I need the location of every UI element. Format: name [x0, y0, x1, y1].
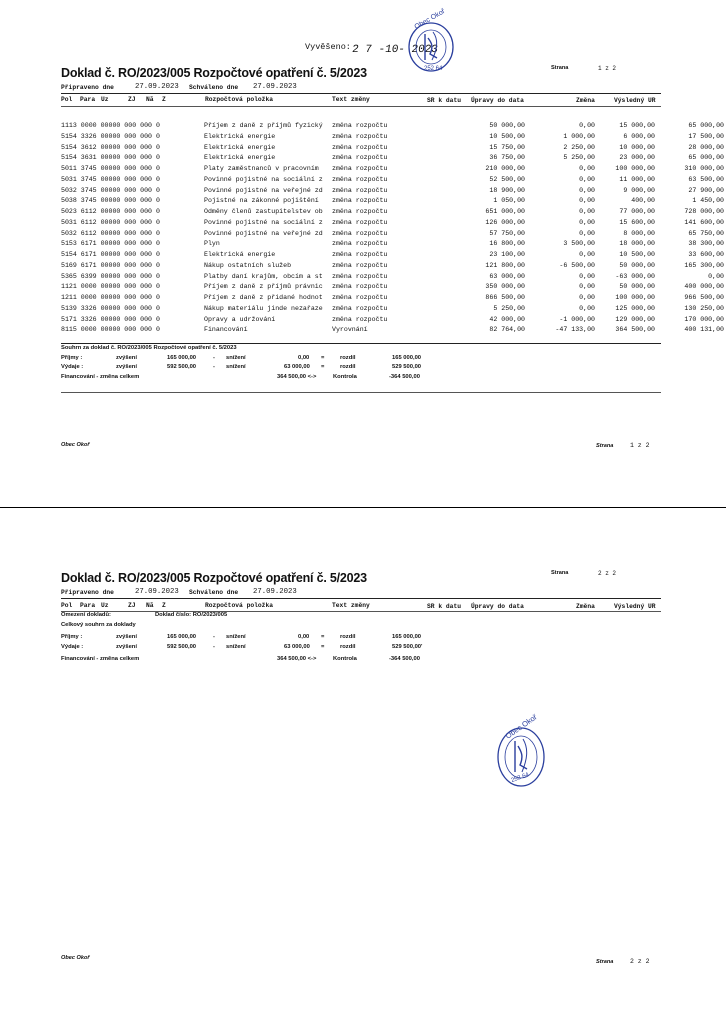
- vydaje-down-label: snížení: [226, 364, 246, 370]
- celkovy-souhrn: Celkový souhrn za doklady: [61, 622, 136, 628]
- row-sr: 5 250,00: [493, 304, 525, 312]
- row-vysledny: 38 300,00: [688, 240, 724, 248]
- row-sr: 121 800,00: [485, 261, 525, 269]
- row-sr: 10 500,00: [489, 132, 525, 140]
- row-code: 5154 3631 00000 000 000 0: [61, 154, 160, 162]
- footer2-page-number: 2 z 2: [630, 958, 650, 965]
- row-vysledny: 1 450,00: [692, 197, 724, 205]
- p2-vydaje-down-label: snížení: [226, 644, 246, 650]
- p2-vydaje-dash: -: [213, 644, 215, 650]
- col-na: Nã: [146, 96, 154, 103]
- row-item: Povinné pojistné na veřejné zd: [204, 186, 323, 194]
- p2-rozdil-2: 529 500,00': [392, 644, 423, 650]
- row-item: Elektrická energie: [204, 154, 276, 162]
- row-vysledny: 28 000,00: [688, 143, 724, 151]
- summary-heading: Souhrn za doklad č. RO/2023/005 Rozpočtové opatření č. 5/2023: [61, 345, 237, 351]
- footer-page-label: Strana: [596, 443, 614, 449]
- table-row: [61, 218, 724, 229]
- p2-equals-2: =: [321, 644, 325, 650]
- row-sr: 126 000,00: [485, 218, 525, 226]
- row-upravy: 0,00: [579, 218, 595, 226]
- posted-label: Vyvěšeno:: [305, 42, 351, 52]
- row-sr: 52 500,00: [489, 175, 525, 183]
- posted-date: 2 7 -10- 2023: [351, 44, 439, 56]
- vydaje-kind: zvýšení: [116, 364, 137, 370]
- omezeni-value: Doklad číslo: RO/2023/005: [155, 612, 228, 618]
- p2-col-vysledny: Výsledný UR: [614, 603, 656, 610]
- footer-org: Obec Okoř: [61, 442, 90, 448]
- row-text: Vyrovnání: [332, 326, 368, 334]
- equals-2: =: [321, 364, 325, 370]
- row-vysledny: 65 000,00: [688, 122, 724, 129]
- p2-col-sr: SR k datu: [427, 603, 462, 610]
- prepared-label: Připraveno dne: [61, 84, 114, 91]
- row-zmena: 11 000,00: [619, 175, 655, 183]
- stamp2-top-text: Obec Okoř: [503, 712, 539, 741]
- kontrola-value: -364 500,00: [389, 374, 420, 380]
- page-label: Strana: [551, 65, 569, 71]
- row-item: Opravy a udržování: [204, 315, 276, 323]
- stamp-top-text: Obec Okoř: [413, 8, 447, 31]
- row-item: Elektrická energie: [204, 251, 276, 258]
- vydaje-label: Výdaje :: [61, 364, 84, 370]
- row-vysledny: 27 900,00: [688, 186, 724, 194]
- table-row: [61, 186, 724, 197]
- row-text: změna rozpočtu: [332, 304, 388, 312]
- p2-col-upravy: Úpravy do data: [471, 603, 524, 610]
- p2-col-para: Para: [80, 602, 96, 609]
- prijmy-down-label: snížení: [226, 355, 246, 361]
- row-code: 5038 3745 00000 000 000 0: [61, 197, 160, 205]
- p2-vydaje-up: 592 500,00: [167, 644, 197, 650]
- row-text: změna rozpočtu: [332, 272, 388, 280]
- row-upravy: 3 500,00: [563, 240, 595, 248]
- row-item: Nákup ostatních služeb: [204, 261, 292, 269]
- row-code: 5031 6112 00000 000 000 0: [61, 218, 160, 226]
- p2-prijmy-down-label: snížení: [226, 634, 246, 640]
- p2-col-zmena: Změna: [576, 603, 595, 610]
- row-upravy: 2 250,00: [563, 143, 595, 151]
- row-vysledny: 966 500,00: [684, 294, 724, 301]
- vydaje-down: 63 000,00: [284, 364, 310, 370]
- row-zmena: 10 000,00: [619, 143, 655, 151]
- row-text: změna rozpočtu: [332, 165, 388, 172]
- page2-title: Doklad č. RO/2023/005 Rozpočtové opatření č. 5/2023: [61, 571, 367, 585]
- col-uz: Uz: [101, 96, 109, 103]
- row-sr: 82 764,00: [489, 326, 525, 334]
- row-sr: 210 000,00: [485, 165, 525, 172]
- row-upravy: 0,00: [579, 251, 595, 258]
- row-sr: 15 750,00: [489, 143, 525, 151]
- row-text: změna rozpočtu: [332, 197, 388, 205]
- p2-kontrola-label: Kontrola: [333, 656, 357, 662]
- col-pol: Pol: [61, 96, 73, 103]
- row-text: změna rozpočtu: [332, 294, 388, 301]
- p2-kontrola-value: -364 500,00: [389, 656, 420, 662]
- row-sr: 63 000,00: [489, 272, 525, 280]
- row-zmena: 100 000,00: [615, 294, 655, 301]
- stamp2-code: 252 64: [510, 772, 530, 784]
- row-text: změna rozpočtu: [332, 154, 388, 162]
- page-separator: [0, 507, 726, 508]
- p2-prijmy-up: 165 000,00: [167, 634, 197, 640]
- row-vysledny: 65 000,00: [688, 154, 724, 162]
- row-zmena: 10 500,00: [619, 251, 655, 258]
- table-row: [61, 315, 724, 326]
- financovani-label: Financování - změna celkem: [61, 374, 140, 380]
- row-text: změna rozpočtu: [332, 229, 388, 237]
- row-text: změna rozpočtu: [332, 261, 388, 269]
- row-sr: 651 000,00: [485, 208, 525, 215]
- row-sr: 36 750,00: [489, 154, 525, 162]
- row-code: 5032 6112 00000 000 000 0: [61, 229, 160, 237]
- row-text: změna rozpočtu: [332, 132, 388, 140]
- p2-prijmy-kind: zvýšení: [116, 634, 137, 640]
- rozdil-2: 529 500,00: [392, 364, 422, 370]
- p2-col-uz: Uz: [101, 602, 109, 609]
- col-para: Para: [80, 96, 96, 103]
- table-row: [61, 250, 724, 261]
- row-zmena: -63 000,00: [615, 272, 655, 280]
- col-vysledny: Výsledný UR: [614, 97, 656, 104]
- p2-vydaje-kind: zvýšení: [116, 644, 137, 650]
- table-row: [61, 304, 724, 315]
- row-text: změna rozpočtu: [332, 186, 388, 194]
- table-row: [61, 239, 724, 250]
- row-zmena: 50 000,00: [619, 261, 655, 269]
- row-upravy: 0,00: [579, 122, 595, 129]
- p2-col-text: Text změny: [332, 602, 370, 609]
- row-vysledny: 33 600,00: [688, 251, 724, 258]
- row-zmena: 129 000,00: [615, 315, 655, 323]
- omezeni-label: Omezení dokladů:: [61, 612, 111, 618]
- row-vysledny: 400 000,00: [684, 283, 724, 291]
- prepared-date: 27.09.2023: [135, 83, 179, 91]
- row-text: změna rozpočtu: [332, 283, 388, 291]
- row-upravy: 0,00: [579, 165, 595, 172]
- row-code: 5153 6171 00000 000 000 0: [61, 240, 160, 248]
- row-item: Plyn: [204, 240, 220, 248]
- row-upravy: -1 000,00: [559, 315, 595, 323]
- row-upravy: 0,00: [579, 272, 595, 280]
- row-vysledny: 141 600,00: [684, 218, 724, 226]
- row-code: 5154 6171 00000 000 000 0: [61, 251, 160, 258]
- row-upravy: -47 133,00: [555, 326, 595, 334]
- row-code: 1113 0000 00000 000 000 0: [61, 122, 160, 129]
- row-code: 1121 0000 00000 000 000 0: [61, 283, 160, 291]
- col-z: Z: [162, 96, 166, 103]
- row-sr: 1 050,00: [493, 197, 525, 205]
- row-code: 5032 3745 00000 000 000 0: [61, 186, 160, 194]
- footer2-page-label: Strana: [596, 959, 614, 965]
- prijmy-up: 165 000,00: [167, 355, 197, 361]
- row-zmena: 15 600,00: [619, 218, 655, 226]
- row-item: Platy zaměstnanců v pracovním: [204, 165, 319, 172]
- row-upravy: 0,00: [579, 294, 595, 301]
- row-text: změna rozpočtu: [332, 240, 388, 248]
- row-zmena: 100 000,00: [615, 165, 655, 172]
- table-row: [61, 153, 724, 164]
- row-upravy: 0,00: [579, 175, 595, 183]
- row-text: změna rozpočtu: [332, 143, 388, 151]
- row-zmena: 23 000,00: [619, 154, 655, 162]
- row-vysledny: 165 300,00: [684, 261, 724, 269]
- row-text: změna rozpočtu: [332, 175, 388, 183]
- row-upravy: 0,00: [579, 208, 595, 215]
- footer-page-number: 1 z 2: [630, 442, 650, 449]
- table-row: [61, 164, 724, 175]
- row-vysledny: 130 250,00: [684, 304, 724, 312]
- approved-label: Schváleno dne: [189, 84, 239, 91]
- row-code: 5023 6112 00000 000 000 0: [61, 208, 160, 215]
- table-row: [61, 132, 724, 143]
- row-code: 8115 0000 00000 000 000 0: [61, 326, 160, 334]
- row-vysledny: 0,00: [708, 272, 724, 280]
- row-vysledny: 310 000,00: [684, 165, 724, 172]
- approved-date: 27.09.2023: [253, 83, 297, 91]
- row-zmena: 6 000,00: [623, 132, 655, 140]
- row-code: 1211 0000 00000 000 000 0: [61, 294, 160, 301]
- p2-equals-1: =: [321, 634, 325, 640]
- row-item: Financování: [204, 326, 248, 334]
- page2-prepared-date: 27.09.2023: [135, 588, 179, 596]
- page-number: 1 z 2: [598, 65, 617, 72]
- row-upravy: 5 250,00: [563, 154, 595, 162]
- row-item: Odměny členů zastupitelstev ob: [204, 208, 323, 215]
- row-item: Příjem z daně z přidané hodnot: [204, 294, 323, 301]
- p2-col-item: Rozpočtová položka: [205, 602, 274, 609]
- row-item: Povinné pojistné na veřejné zd: [204, 229, 323, 237]
- row-vysledny: 728 000,00: [684, 208, 724, 215]
- row-item: Pojistné na zákonné pojištění: [204, 197, 319, 205]
- row-zmena: 50 000,00: [619, 283, 655, 291]
- p2-vydaje-down: 63 000,00: [284, 644, 310, 650]
- vydaje-dash: -: [213, 364, 215, 370]
- row-code: 5011 3745 00000 000 000 0: [61, 165, 160, 172]
- col-upravy: Úpravy do data: [471, 97, 524, 104]
- row-code: 5365 6399 00000 000 000 0: [61, 272, 160, 280]
- row-item: Příjem z daně z příjmů právnic: [204, 283, 323, 291]
- table-row: [61, 293, 724, 304]
- row-sr: 23 100,00: [489, 251, 525, 258]
- row-code: 5031 3745 00000 000 000 0: [61, 175, 160, 183]
- row-sr: 16 800,00: [489, 240, 525, 248]
- table-row: [61, 282, 724, 293]
- row-vysledny: 63 500,00: [688, 175, 724, 183]
- row-item: Elektrická energie: [204, 132, 276, 140]
- row-text: změna rozpočtu: [332, 218, 388, 226]
- row-sr: 57 750,00: [489, 229, 525, 237]
- row-vysledny: 170 000,00: [684, 315, 724, 323]
- p2-col-pol: Pol: [61, 602, 73, 609]
- row-text: změna rozpočtu: [332, 315, 388, 323]
- row-vysledny: 400 131,00: [684, 326, 724, 334]
- row-code: 5154 3612 00000 000 000 0: [61, 143, 160, 151]
- table-row: [61, 121, 724, 132]
- page-title: Doklad č. RO/2023/005 Rozpočtové opatření č. 5/2023: [61, 66, 367, 80]
- vydaje-up: 592 500,00: [167, 364, 197, 370]
- row-sr: 350 000,00: [485, 283, 525, 291]
- table-row: [61, 175, 724, 186]
- rozdil-2-label: rozdíl: [340, 364, 356, 370]
- row-upravy: 1 000,00: [563, 132, 595, 140]
- table-row: [61, 143, 724, 154]
- row-text: změna rozpočtu: [332, 122, 388, 129]
- row-zmena: 9 000,00: [623, 186, 655, 194]
- col-item: Rozpočtová položka: [205, 96, 274, 103]
- page2-label: Strana: [551, 570, 569, 576]
- financovani-value: 364 500,00 <->: [277, 374, 317, 380]
- prijmy-down: 0,00: [298, 355, 310, 361]
- row-sr: 50 000,00: [489, 122, 525, 129]
- row-zmena: 364 500,00: [615, 326, 655, 334]
- stamp-code: 252 64: [424, 66, 443, 72]
- row-text: změna rozpočtu: [332, 208, 388, 215]
- p2-financovani-label: Financování - změna celkem: [61, 656, 140, 662]
- col-zj: ZJ: [128, 96, 136, 103]
- page2-prepared-label: Připraveno dne: [61, 589, 114, 596]
- row-zmena: 77 000,00: [619, 208, 655, 215]
- p2-col-z: Z: [162, 602, 166, 609]
- p2-rozdil-2-label: rozdíl: [340, 644, 356, 650]
- row-upravy: 0,00: [579, 229, 595, 237]
- kontrola-label: Kontrola: [333, 374, 357, 380]
- row-item: Nákup materiálu jinde nezařaze: [204, 304, 323, 312]
- row-zmena: 15 000,00: [619, 122, 655, 129]
- table-row: [61, 272, 724, 283]
- row-vysledny: 65 750,00: [688, 229, 724, 237]
- table-row: [61, 229, 724, 240]
- row-item: Platby daní krajům, obcím a st: [204, 272, 323, 280]
- row-upravy: 0,00: [579, 283, 595, 291]
- row-upravy: -6 500,00: [559, 261, 595, 269]
- col-sr: SR k datu: [427, 97, 462, 104]
- row-upravy: 0,00: [579, 197, 595, 205]
- page2-number: 2 z 2: [598, 570, 617, 577]
- row-vysledny: 17 500,00: [688, 132, 724, 140]
- row-item: Příjem z daně z příjmů fyzický: [204, 122, 323, 129]
- p2-rozdil-1-label: rozdíl: [340, 634, 356, 640]
- row-code: 5139 3326 00000 000 000 0: [61, 304, 160, 312]
- row-sr: 18 900,00: [489, 186, 525, 194]
- row-code: 5154 3326 00000 000 000 0: [61, 132, 160, 140]
- row-code: 5169 6171 00000 000 000 0: [61, 261, 160, 269]
- equals-1: =: [321, 355, 325, 361]
- prijmy-kind: zvýšení: [116, 355, 137, 361]
- p2-prijmy-down: 0,00: [298, 634, 310, 640]
- row-upravy: 0,00: [579, 304, 595, 312]
- prijmy-label: Příjmy :: [61, 355, 83, 361]
- table-row: [61, 207, 724, 218]
- row-zmena: 18 000,00: [619, 240, 655, 248]
- col-zmena: Změna: [576, 97, 595, 104]
- prijmy-dash: -: [213, 355, 215, 361]
- row-text: změna rozpočtu: [332, 251, 388, 258]
- table-row: [61, 261, 724, 272]
- table-row: [61, 196, 724, 207]
- page2-approved-label: Schváleno dne: [189, 589, 239, 596]
- table-row: [61, 325, 724, 336]
- row-zmena: 125 000,00: [615, 304, 655, 312]
- col-text: Text změny: [332, 96, 370, 103]
- footer2-org: Obec Okoř: [61, 955, 90, 961]
- p2-vydaje-label: Výdaje :: [61, 644, 84, 650]
- p2-col-na: Nã: [146, 602, 154, 609]
- p2-prijmy-label: Příjmy :: [61, 634, 83, 640]
- row-code: 5171 3326 00000 000 000 0: [61, 315, 160, 323]
- p2-rozdil-1: 165 000,00: [392, 634, 422, 640]
- rozdil-1-label: rozdíl: [340, 355, 356, 361]
- row-sr: 42 000,00: [489, 315, 525, 323]
- p2-prijmy-dash: -: [213, 634, 215, 640]
- p2-col-zj: ZJ: [128, 602, 136, 609]
- row-upravy: 0,00: [579, 186, 595, 194]
- row-zmena: 8 000,00: [623, 229, 655, 237]
- rozdil-1: 165 000,00: [392, 355, 422, 361]
- row-item: Elektrická energie: [204, 143, 276, 151]
- p2-financovani-value: 364 500,00 <->: [277, 656, 317, 662]
- row-item: Povinné pojistné na sociální z: [204, 175, 323, 183]
- row-item: Povinné pojistné na sociální z: [204, 218, 323, 226]
- page2-approved-date: 27.09.2023: [253, 588, 297, 596]
- row-sr: 866 500,00: [485, 294, 525, 301]
- row-zmena: 400,00: [631, 197, 655, 205]
